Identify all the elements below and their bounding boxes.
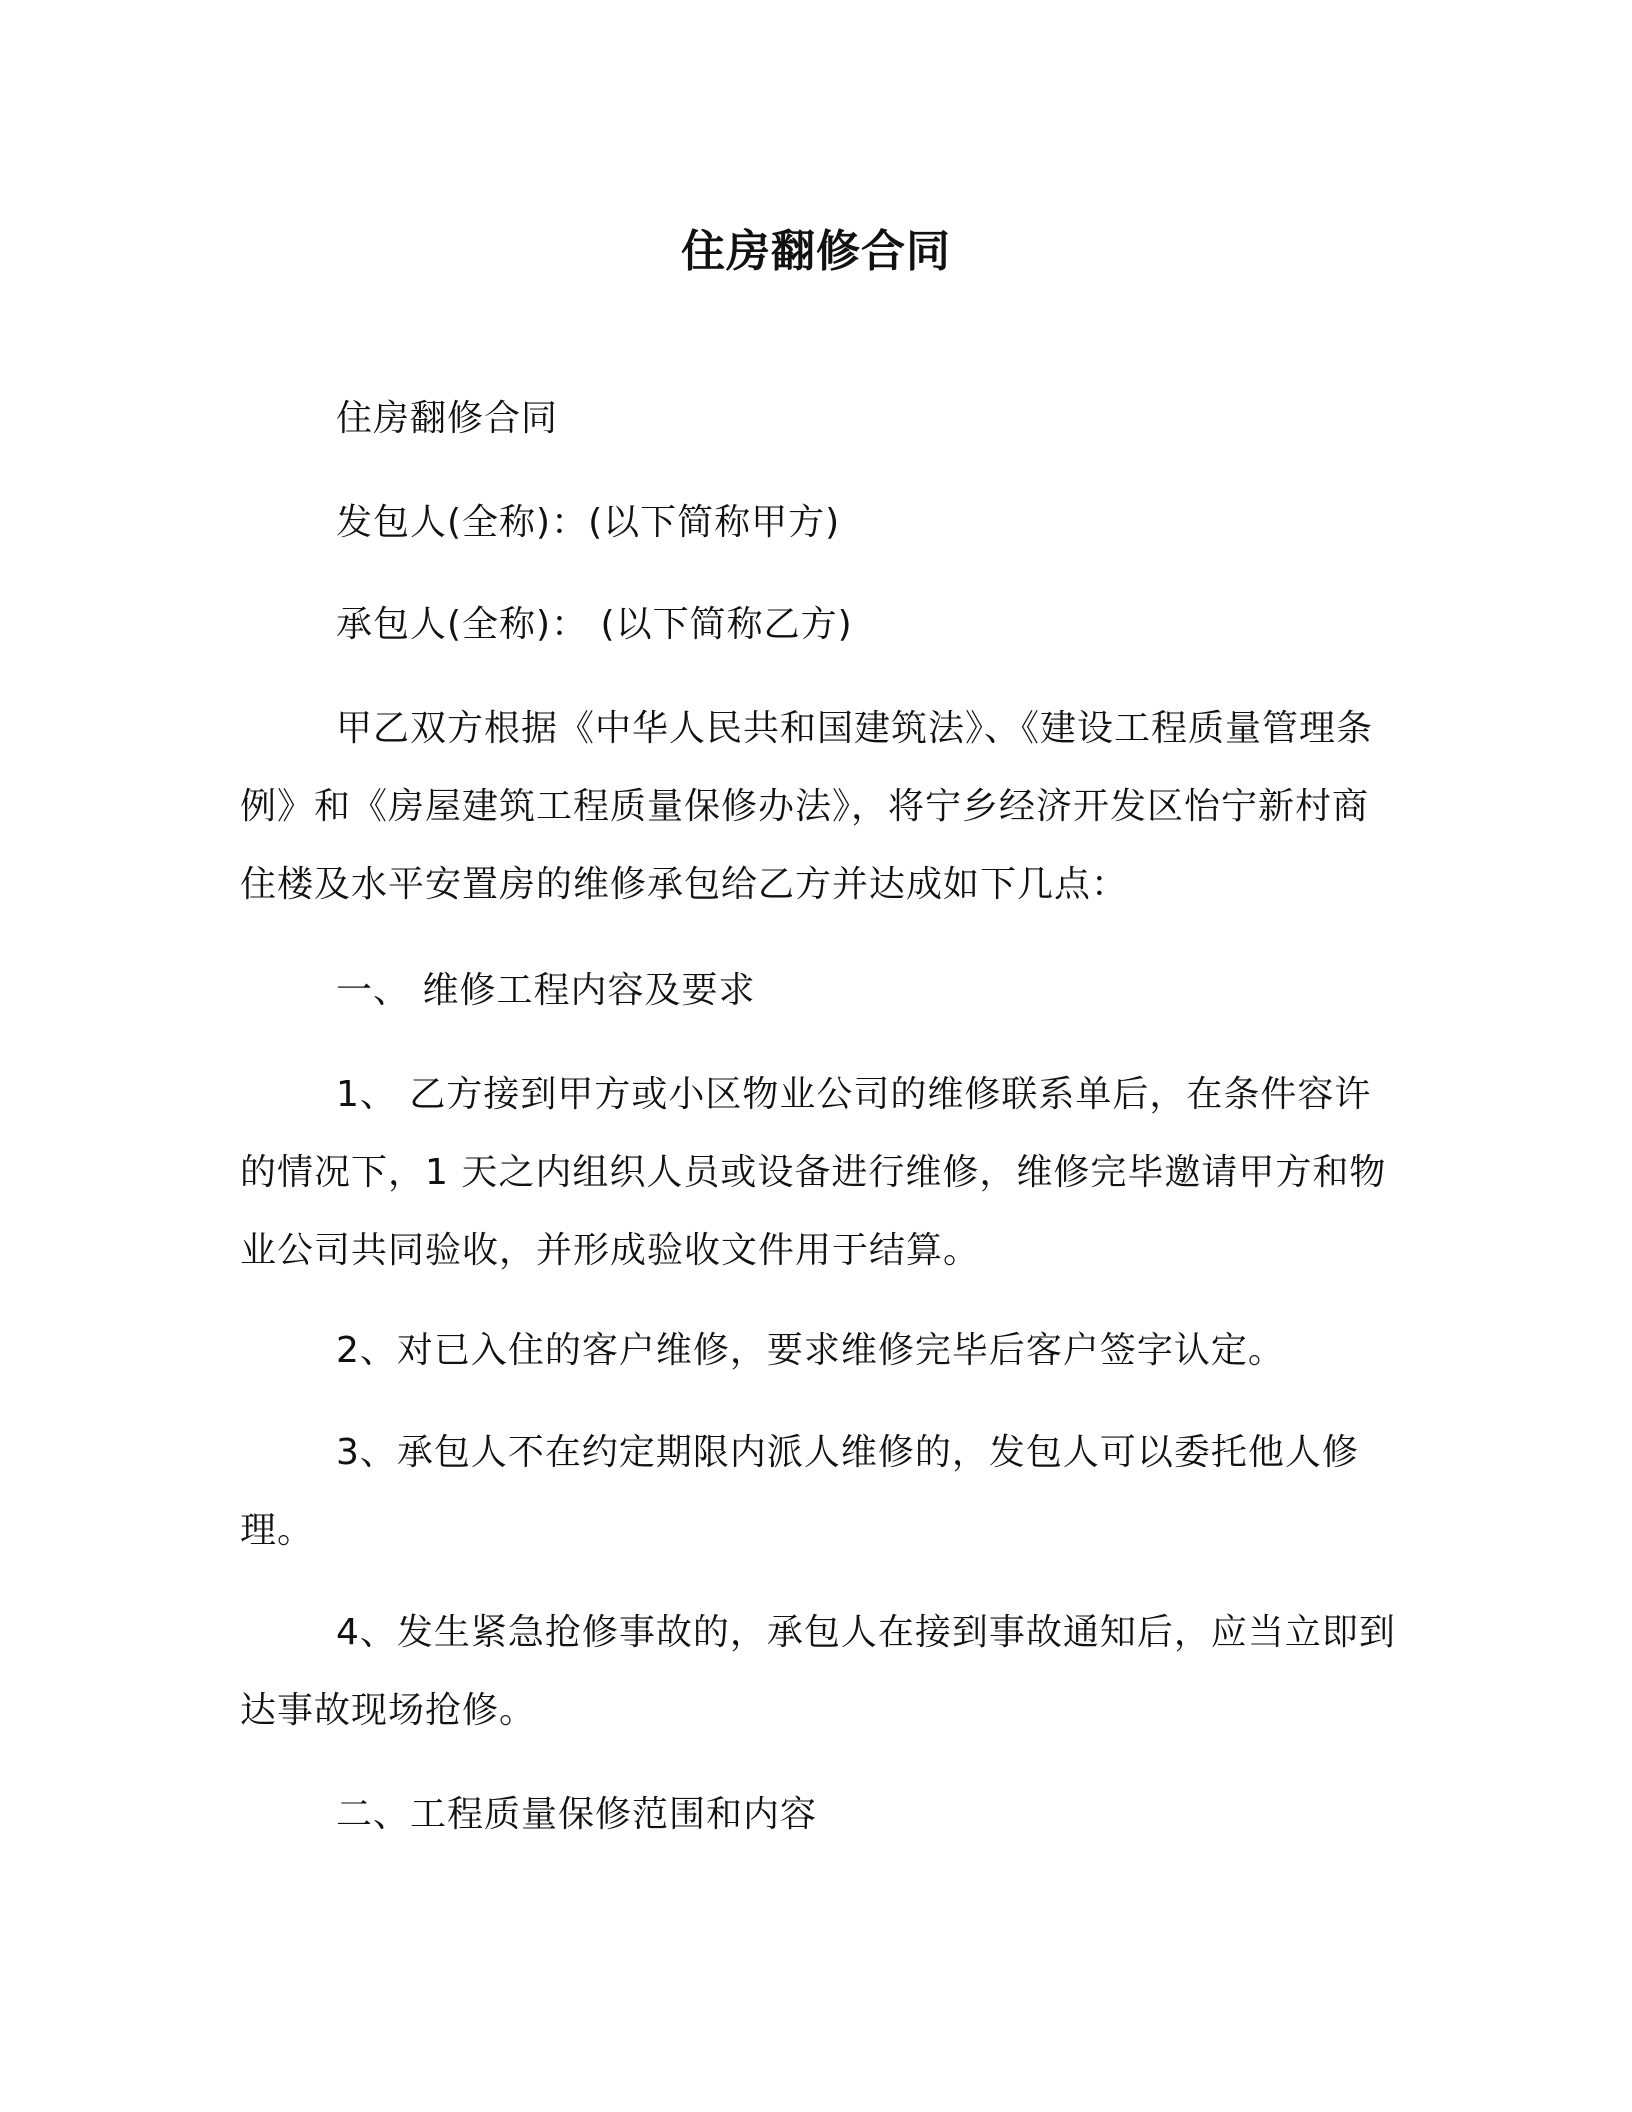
page-title: 住房翻修合同 [681,226,951,277]
paragraph-item-1: 1、 乙方接到甲方或小区物业公司的维修联系单后，在条件容许的情况下，1 天之内组织人员或设备进行维修，维修完毕邀请甲方和物业公司共同验收，并形成验收文件用于结算。 [240,1074,1387,1271]
paragraph-contractor: 承包人(全称)： (以下简称乙方) [336,604,853,645]
paragraph-item-2: 2、对已入住的客户维修，要求维修完毕后客户签字认定。 [336,1330,1285,1371]
section-heading-2: 二、工程质量保修范围和内容 [336,1794,818,1835]
paragraph-item-3: 3、承包人不在约定期限内派人维修的，发包人可以委托他人修理。 [240,1432,1359,1551]
paragraph-preamble: 甲乙双方根据《中华人民共和国建筑法》、《建设工程质量管理条例》和《房屋建筑工程质量保修办法》，将宁乡经济开发区怡宁新村商住楼及水平安置房的维修承包给乙方并达成如下几点： [240,708,1374,905]
section-heading-1: 一、 维修工程内容及要求 [336,970,756,1011]
paragraph-subtitle: 住房翻修合同 [336,398,559,439]
paragraph-item-4: 4、发生紧急抢修事故的，承包人在接到事故通知后，应当立即到达事故现场抢修。 [240,1612,1396,1731]
paragraph-employer: 发包人(全称)：(以下简称甲方) [336,502,841,543]
